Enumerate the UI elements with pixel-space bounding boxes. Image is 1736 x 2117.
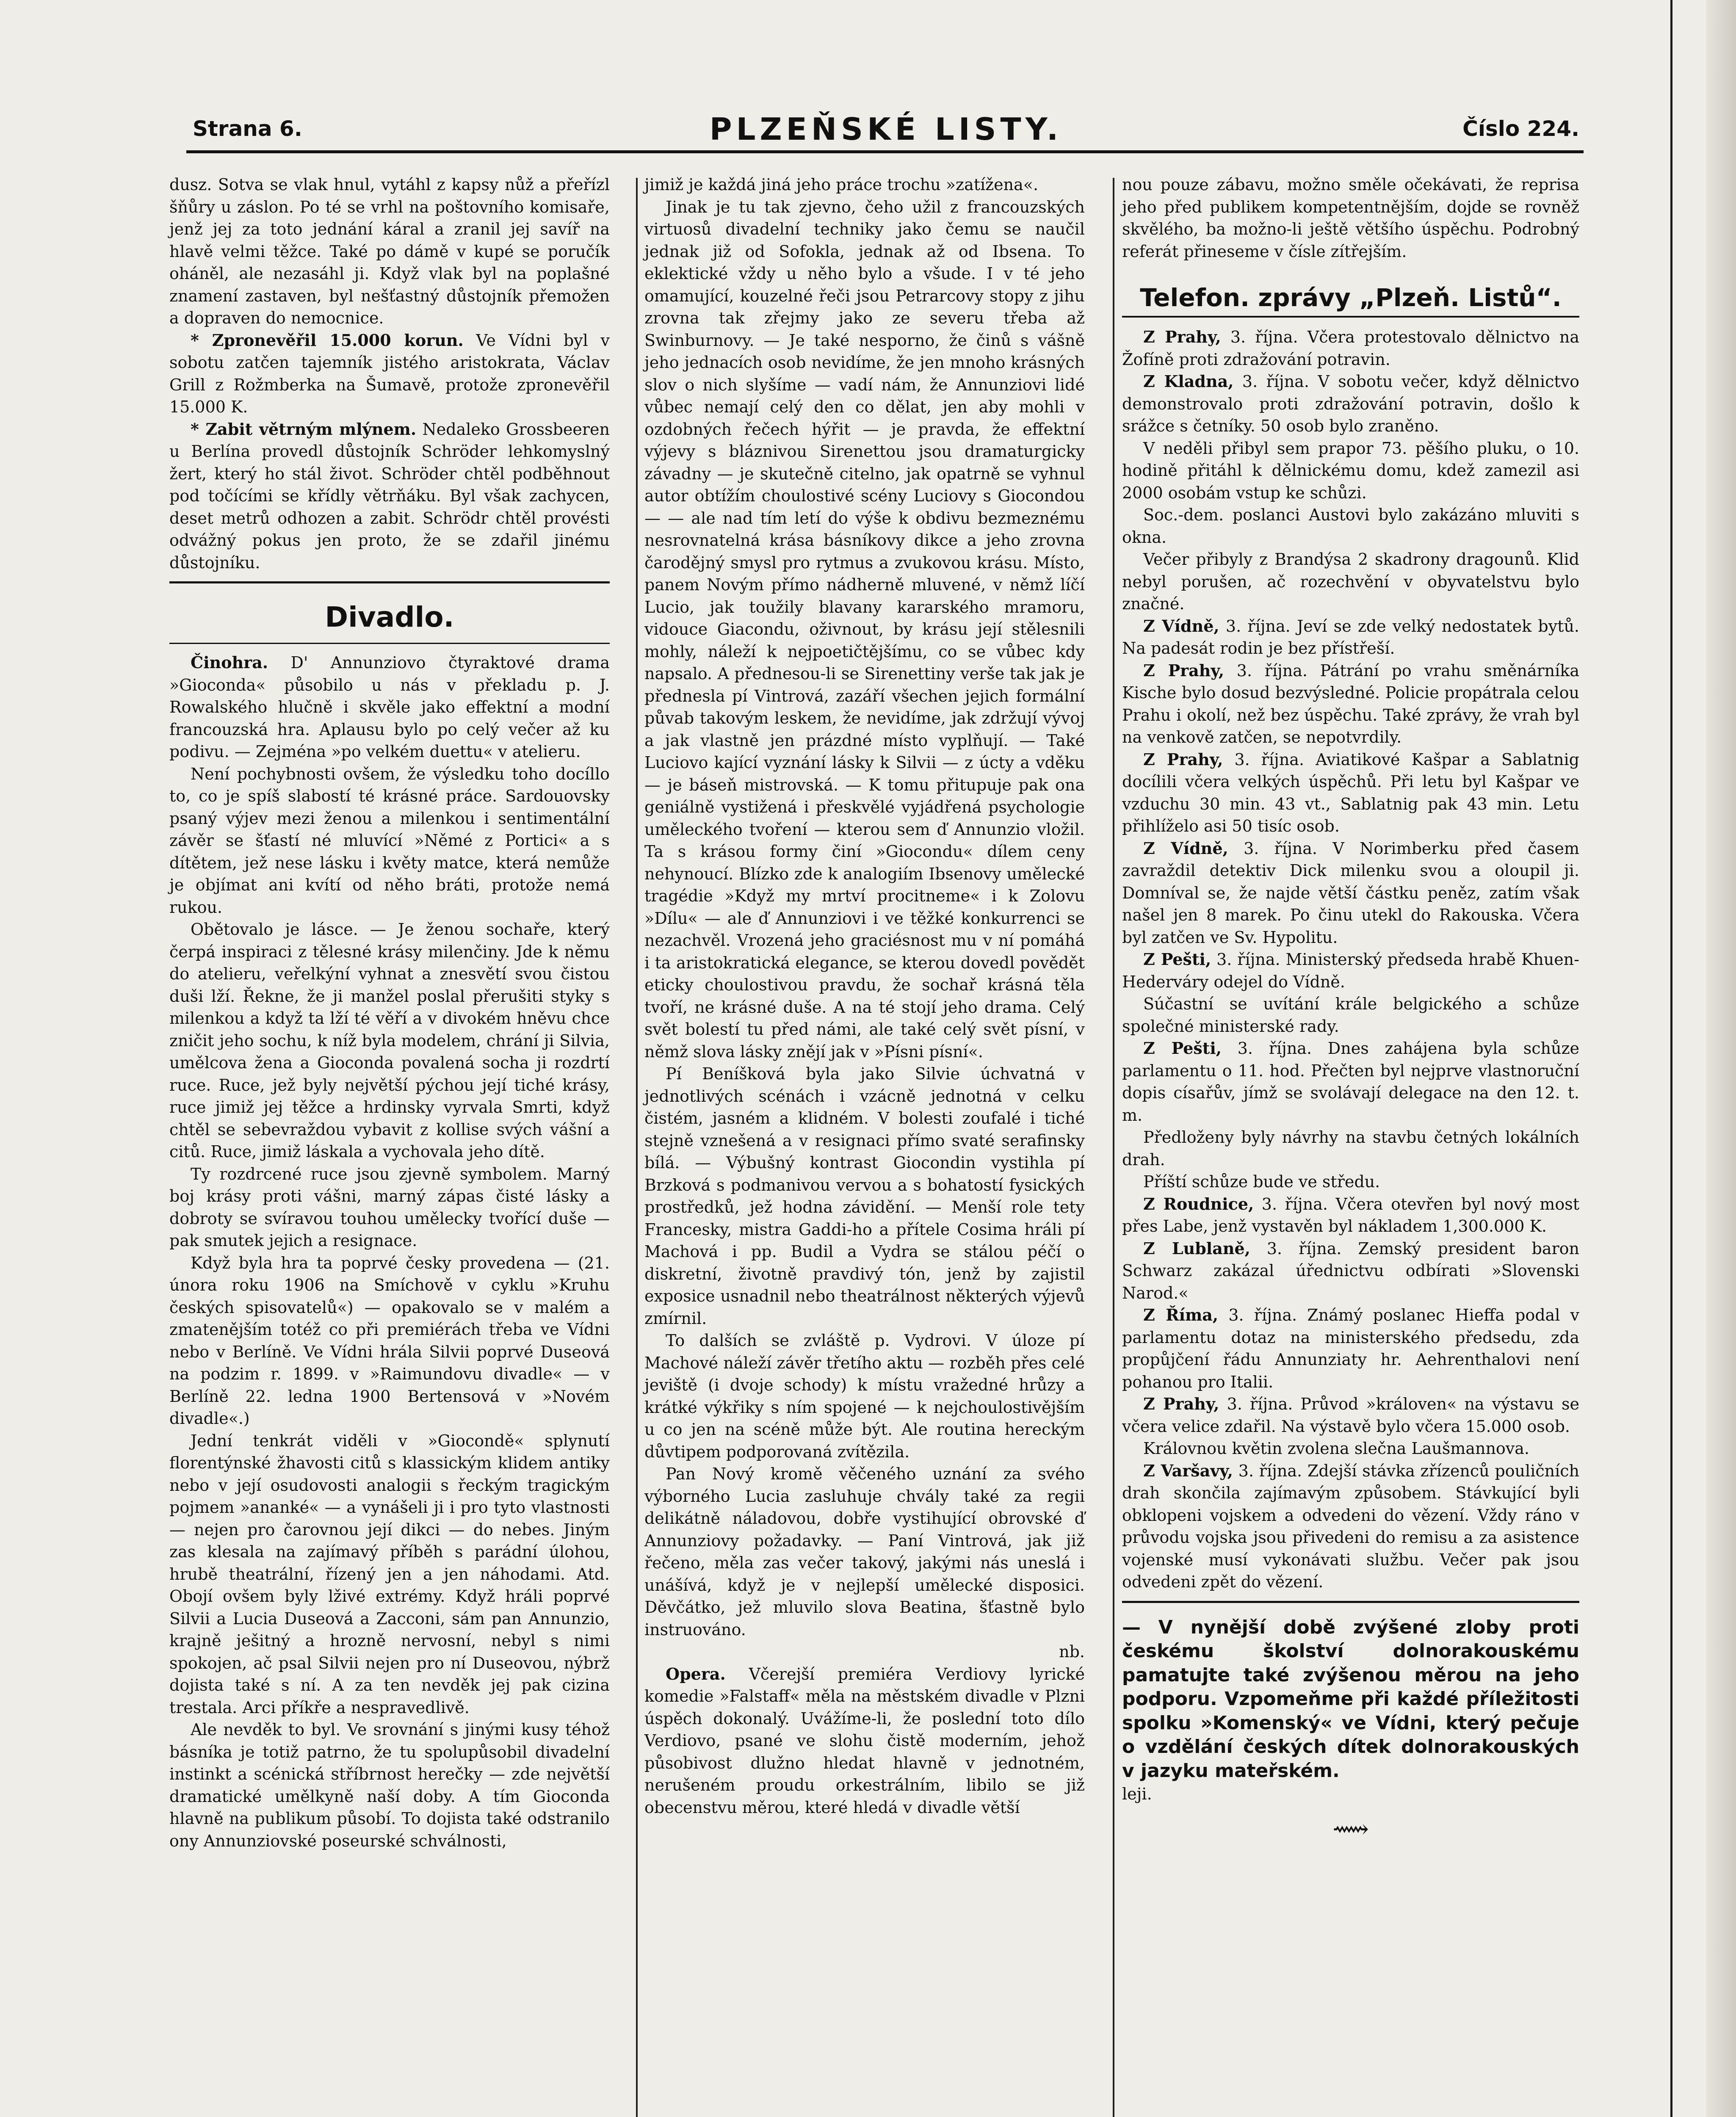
report-paragraph: Předloženy byly návrhy na stavbu četných lokálních drah. — [1122, 1128, 1579, 1169]
review-paragraph: Pí Beníšková byla jako Silvie úchvatná v jednotlivých scénách i vzácně jednotná v celku čistém, jasném a klidném. V bolesti zoufalé i tiché stejně vznešená a v resignaci přímo svaté serafinsky bílá. — Výbušný kontrast Giocondin vystihla pí Brzková s podmanivou vervou a s bohatostí fysických prostředků, jež hodna závidění. — Menší role tety Francesky, mistra Gaddi-ho a přítele Cosima hráli pí Machová i pp. Budil a Vydra se stálou péčí o diskretní, životně pravdivý tón, jenž by zajistil exposice usnadnil nebo theatrálnost některých výjevů zmírnil. — [644, 1064, 1085, 1328]
telephone-report — [1122, 837, 1579, 949]
review-paragraph: Obětovalo je lásce. — Je ženou sochaře, který čerpá inspiraci z tělesné krásy milenčiny. Jde k němu do atelieru, veřelkýní vyhnat a znesvětí svou čistou duši lží. Řekne, že ji manžel poslal přerušiti styky s milenkou a když ta lží té věří a v divokém hněvu chce zničit jeho sochu, k níž byla modelem, chrání ji Silvia, umělcova žena a Gioconda povalená socha ji rozdrtí ruce. Ruce, jež byly největší pýchou její tiché krásy, ruce jimiž jej těžce a hrdinsky vyrvala Smrti, když chtěl se sebevraždou vybavit z kollise svých vášní a citů. Ruce, jimiž láskala a vychovala jeho dítě. — [169, 920, 610, 1161]
news-headline: * Zpronevěřil 15.000 korun. — [191, 330, 464, 350]
telephone-report — [1122, 370, 1579, 437]
news-body: Ve Vídni byl v sobotu zatčen tajemník jistého aristokrata, Václav Grill z Rožmberka na Šumavě, protože zpronevěřil 15.000 K. — [169, 331, 610, 416]
report-dateline: Z Kladna, — [1143, 372, 1234, 391]
report-text: 3. října. Jeví se zde velký nedostatek bytů. Na padesát rodin je bez přístřeší. — [1122, 616, 1579, 658]
notice-tail: leji. — [1122, 1785, 1152, 1803]
telephone-report — [1122, 1393, 1579, 1437]
telephone-report — [1122, 1193, 1579, 1238]
issue-number: Číslo 224. — [1462, 116, 1579, 141]
telephone-report — [1122, 615, 1579, 660]
review-paragraph: jimiž je každá jiná jeho práce trochu »zatížena«. — [644, 175, 1039, 194]
report-dateline: Z Prahy, — [1143, 749, 1223, 769]
section-rule — [1122, 1601, 1579, 1603]
page-edge-line — [1670, 0, 1672, 2117]
column-divider-2 — [1113, 178, 1114, 2117]
end-ornament: ⟿ — [1332, 1814, 1369, 1844]
report-paragraph: Příští schůze bude ve středu. — [1143, 1172, 1380, 1191]
news-item — [169, 329, 610, 418]
report-text: 3. října. Průvod »královen« na výstavu se včera velice zdařil. Na výstavě bylo včera 15.000 osob. — [1122, 1395, 1579, 1436]
header-rule — [186, 150, 1584, 153]
news-item-text: dusz. Sotva se vlak hnul, vytáhl z kapsy nůž a přeřízl šňůry u záslon. Po té se vrhl na poštovního komisaře, jenž jej za toto jednání káral a zranil jej savíř na hlavě velmi těžce. Také po dámě v kupé se poručík oháněl, ale nezasáhl ji. Když vlak byl na poplašné znamení zastaven, byl nešťastný důstojník přemožen a dopraven do nemocnice. — [169, 175, 610, 327]
telephone-report — [1122, 326, 1579, 370]
review-paragraph: Jinak je tu tak zjevno, čeho užil z francouzských virtuosů divadelní techniky jako čemu se naučil jednak již od Sofokla, jednak až od Ibsena. To eklektické vždy u něho bylo a všude. I v té jeho omamující, kouzelné řeči jsou Petrarcovy stopy z jihu zrovna tak zřejmy jako ze severu třeba až Swinburnovy. — Je také nesporno, že činů s vášně jeho jednacích osob nevidíme, že jen mnoho krásných slov o nich slyšíme — vadí nám, že Annunziovi lidé vůbec nemají celý den co dělat, jen aby mohli v ozdobných řečech hýřit — je pravda, že effektní výjevy s bláznivou Sirenettou jsou dramaturgicky závadny — je skutečně citelno, jak opatrně se vyhnul autor obtížím choulostivé scény Luciovy s Giocondou — — ale nad tím letí do výše k obdivu bezmeznému nesrovnatelná krása básníkovy dikce a jeho zrovna čarodějný smysl pro rytmus a zvukovou krásu. Místo, panem Novým přímo nádherně mluvené, v němž líčí Lucio, jak toužily blavany kararského mramoru, vidouce Giacondu, oživnout, by krásu její stělesnili mohly, náleží k nejpoetičtějšímu, co se vůbec kdy napsalo. A přednesou-li se Sirenettiny verše tak jak je přednesla pí Vintrová, zazáří všechen jejich formální půvab takovým leskem, že nevidíme, jak zdržují vývoj a jak vlastně jen prázdné místo vyplňují. — Také Luciovo kající vyznání lásky k Silvii — z úcty a vděku — je báseň mistrovská. — K tomu přitupuje pak ona geniálně vystižená i přeskvělé vyjádřená psychologie uměleckého tvoření — kterou sem ď Annunzio vložil. Ta s krásou formy činí »Giocondu« dílem ceny nehynoucí. Blízko zde k analogiím Ibsenovy umělecké tragédie »Když my mrtví procitneme« i k Zolovu »Dílu« — ale ď Annunziovi i ve těžké konkurrenci se nezachvěl. Vrozená jeho graciésnost mu v ní pomáhá i ta aristokratická elegance, se kterou dovedl povědět eticky choulostivou pravdu, že sochař krásná těla tvoří, ne krásné duše. A na té stojí jeho drama. Celý svět bolestí tu před námi, ale také celý svět písní, v němž slova lásky znějí jak v »Písni písní«. — [644, 197, 1085, 1061]
column-2 — [644, 174, 1085, 1819]
report-dateline: Z Vídně, — [1143, 838, 1228, 858]
telephone-report — [1122, 1304, 1579, 1393]
opera-lead: Opera. — [666, 1664, 726, 1683]
opera-paragraph — [644, 1663, 1085, 1819]
column-1 — [169, 174, 610, 1852]
report-dateline: Z Prahy, — [1143, 1394, 1219, 1413]
column-divider-1 — [636, 178, 638, 2117]
report-text: 3. října. V sobotu večer, když dělnictvo demonstrovalo proti zdražování potravin, došlo k srážce s četníky. 50 osob bylo zraněno. — [1122, 372, 1579, 435]
report-dateline: Z Pešti, — [1143, 1039, 1222, 1058]
telephone-report — [1122, 749, 1579, 837]
report-text: 3. října. Zemský president baron Schwarz zakázal úřednictvu odbírati »Slovenski Narod.« — [1122, 1239, 1579, 1302]
review-paragraph: Ale nevděk to byl. Ve srovnání s jinými kusy téhož básníka je totiž patrno, že tu spolupůsobil divadelní instinkt a scénická stříbrnost herečky — zde největší dramatické umělkyně naší doby. A tím Gioconda hlavně na publikum působí. To dojista také odstranilo ony Annunziovské poseurské schválnosti, — [169, 1720, 610, 1850]
report-paragraph: V neděli přibyl sem prapor 73. pěšího pluku, o 10. hodině přitáhl k dělnickému domu, kdež zamezil asi 2000 osobám vstup ke schůzi. — [1122, 439, 1579, 502]
news-headline: * Zabit větrným mlýnem. — [191, 419, 417, 439]
report-dateline: Z Vídně, — [1143, 616, 1219, 636]
report-text: 3. října. Pátrání po vrahu směnárníka Kische bylo dosud bezvýsledné. Policie propátrala celou Prahu i okolí, než bez úspěchu. Také zprávy, že vrah byl na venkově zatčen, se nepotvrdily. — [1122, 661, 1579, 746]
telephone-report — [1122, 948, 1579, 993]
column-3 — [1122, 174, 1580, 1844]
telephone-report — [1122, 1037, 1579, 1126]
telephone-report — [1122, 1238, 1579, 1304]
report-dateline: Z Prahy, — [1143, 661, 1225, 680]
report-dateline: Z Lublaně, — [1143, 1238, 1250, 1258]
report-dateline: Z Roudnice, — [1143, 1194, 1254, 1213]
newspaper-title: PLZEŇSKÉ LISTY. — [709, 111, 1063, 147]
section-rule — [169, 581, 610, 583]
komensky-appeal: — V nynější době zvýšené zloby proti českému školství dolnorakouskému pamatujte také zvýšenou měrou na jeho podporu. Vzpomeňme při každé příležitosti spolku »Komenský« ve Vídni, který pečuje o vzdělání českých dítek dolnorakouských v jazyku mateřském. — [1122, 1616, 1579, 1782]
report-dateline: Z Pešti, — [1143, 950, 1211, 969]
report-text: 3. října. Včera otevřen byl nový most přes Labe, jenž vystavěn byl nákladem 1,300.000 K. — [1122, 1194, 1579, 1235]
report-dateline: Z Varšavy, — [1143, 1461, 1233, 1480]
page-edge-shadow — [1706, 0, 1736, 2117]
report-dateline: Z Prahy, — [1143, 327, 1221, 346]
review-paragraph: Když byla hra ta poprvé česky provedena — (21. února roku 1906 na Smíchově v cyklu »Kruhu českých spisovatelů«) — opakovalo se v malém a zmatenějším totéž co při premiérách třeba ve Vídni nebo v Berlíně. Ve Vídni hrála Silvii poprvé Duseová na podzim r. 1899. v »Raimundovu divadle« — v Berlíně 22. ledna 1900 Bertensová v »Novém divadle«.) — [169, 1253, 610, 1428]
report-paragraph: Večer přibyly z Brandýsa 2 skadrony dragounů. Klid nebyl porušen, ač rozechvění v obyvatelstvu bylo značné. — [1122, 550, 1579, 613]
opera-continuation: nou pouze zábavu, možno směle očekávati, že reprisa jeho před publikem kompetentnějším, dojde se rovněž skvělého, ba možno-li ještě většího úspěchu. Podrobný referát přineseme v čísle zítřejším. — [1122, 175, 1579, 261]
report-text: 3. října. Aviatikové Kašpar a Sablatnig docílili včera velkých úspěchů. Při letu byl Kašpar ve vzduchu 30 min. 43 vt., Sablatnig pak 43 min. Letu přihlíželo asi 50 tisíc osob. — [1122, 750, 1579, 835]
review-paragraph: Ty rozdrcené ruce jsou zjevně symbolem. Marný boj krásy proti vášni, marný zápas čisté lásky a dobroty se svíravou touhou umělecky tvořící duše — pak smutek jejich a resignace. — [169, 1164, 610, 1250]
telephone-report — [1122, 1460, 1579, 1593]
report-text: 3. října. Dnes zahájena byla schůze parlamentu o 11. hod. Přečten byl nejprve vlastnoruční dopis císařův, jímž se svolávají delegace na den 12. t. m. — [1122, 1039, 1580, 1125]
report-dateline: Z Říma, — [1143, 1305, 1219, 1324]
section-rule — [169, 643, 610, 644]
review-paragraph: To dalších se zvláště p. Vydrovi. V úloze pí Machové náleží závěr třetího aktu — rozběh přes celé jeviště (i dvoje schody) k místu vražedné hrůzy a krátké výkřiky s ním spojené — k nejchoulostivějším u co jen na scéně může být. Ale routina hereckým důvtipem podporovaná zvítězila. — [644, 1331, 1085, 1461]
report-text: 3. října. Ministerský předseda hrabě Khuen-Hederváry odejel do Vídně. — [1122, 950, 1579, 991]
review-text: D' Annunziovo čtyraktové drama »Gioconda« působilo u nás v překladu p. J. Rowalského hlučně i skvěle jako effektní a modní francouzská hra. Aplausu bylo po celý večer až ku podivu. — Zejména »po velkém duettu« v atelieru. — [169, 653, 610, 761]
theatre-section-title: Divadlo. — [325, 601, 454, 633]
report-paragraph: Súčastní se uvítání krále belgického a schůze společné ministerské rady. — [1122, 995, 1579, 1036]
page-number: Strana 6. — [193, 116, 302, 141]
report-text: 3. října. Zdejší stávka zřízenců pouličních drah skončila zajímavým způsobem. Stávkující byli obklopeni vojskem a odvedeni do vězení. Vždy ráno v průvodu vojska jsou přivedeni do remisu a za asistence vojenské musí vykonávati službu. Večer pak jsou odvedeni zpět do vězení. — [1122, 1461, 1580, 1591]
news-item — [169, 418, 610, 574]
report-text: 3. října. Známý poslanec Hieffa podal v parlamentu dotaz na ministerského předsedu, zda propůjčení řádu Annunziaty hr. Aehrenthalovi není pohanou pro Italii. — [1122, 1306, 1579, 1391]
report-paragraph: Královnou květin zvolena slečna Laušmannova. — [1143, 1439, 1529, 1458]
news-body: Nedaleko Grossbeeren u Berlína provedl důstojník Schröder lehkomyslný žert, který ho stál život. Schröder chtěl podběhnout pod točícími se křídly větrňáku. Byl však zachycen, deset metrů odhozen a zabit. Schrödr chtěl provésti odvážný pokus jen proto, že se zdařil jinému důstojníku. — [169, 420, 610, 572]
review-signature: nb. — [1059, 1642, 1085, 1661]
report-text: 3. října. Včera protestovalo dělnictvo na Žofíně proti zdražování potravin. — [1122, 328, 1579, 369]
review-lead: Činohra. — [191, 653, 268, 672]
opera-text: Včerejší premiéra Verdiovy lyrické komedie »Falstaff« měla na městském divadle v Plzni úspěch dokonalý. Uvážíme-li, že poslední toto dílo Verdiovo, psané ve slohu čistě moderním, jehož působivost dlužno hledat hlavně v jednotném, nerušeném proudu orkestrálním, libilo se již obecenstvu měrou, které hledá v divadle větší — [644, 1664, 1085, 1817]
review-paragraph: Pan Nový kromě věčeného uznání za svého výborného Lucia zasluhuje chvály také za regii delikátně náladovou, dobře vystihující obrovské ď Annunziovy požadavky. — Paní Vintrová, jak již řečeno, měla zas večer takový, jakými nás uneslá i unášívá, když je v nejlepší umělecké disposici. Děvčátko, jež mluvilo slova Beatina, šťastně bylo instruováno. — [644, 1465, 1085, 1639]
review-paragraph: Jední tenkrát viděli v »Giocondě« splynutí florentýnské žhavosti citů s klassickým klidem antiky nebo v její osudovosti analogii s řeckým tragickým pojmem »ananké« — a vynášeli ji i pro tyto vlastnosti — nejen pro čarovnou její dikci — do nebes. Jiným zas klesala na zajímavý příběh s parádní úlohou, hrubě theatrální, řízený jen a jen náhodami. Atd. Obojí ovšem byly lživé extrémy. Když hráli poprvé Silvii a Lucia Duseová a Zacconi, sám pan Annunzio, krajně ješitný a hrozně nervosní, nebyl s nimi spokojen, ač psal Silvii nejen pro ní Duseovou, nýbrž dojista také s ní. A za ten nevděk jej pak cizina trestala. Arci příkře a nespravedlivě. — [169, 1431, 610, 1717]
telephone-report — [1122, 660, 1579, 749]
telephone-news-title: Telefon. zprávy „Plzeň. Listů“. — [1122, 279, 1579, 318]
report-paragraph: Soc.-dem. poslanci Austovi bylo zakázáno mluviti s okna. — [1122, 506, 1579, 547]
review-paragraph — [169, 652, 610, 763]
report-text: 3. října. V Norimberku před časem zavraždil detektiv Dick milenku svou a oloupil ji. Domníval se, že najde větší částku peněz, zatím však našel jen 8 marek. Po činu utekl do Rakouska. Včera byl zatčen ve Sv. Hypolitu. — [1122, 839, 1579, 947]
review-paragraph: Není pochybnosti ovšem, že výsledku toho docíllo to, co je spíš slabostí té krásné práce. Sardouovsky psaný výjev mezi ženou a milenkou i sentimentální závěr se šťastí né mluvící »Němé z Portici« a s dítětem, jež nese lásku i květy matce, která nemůže je objímat ani kvítí od něho bráti, protože nemá rukou. — [169, 764, 610, 917]
